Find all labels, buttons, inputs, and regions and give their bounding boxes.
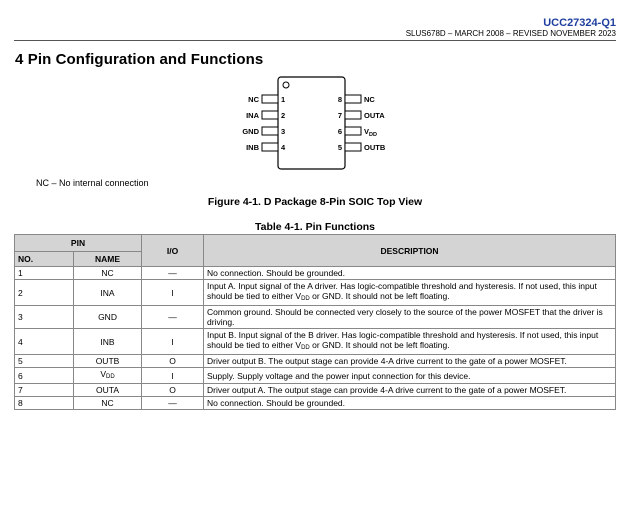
pin-number: 6 — [337, 127, 342, 136]
pin-stub — [262, 111, 278, 119]
io-cell: — — [142, 306, 204, 329]
subscript: DD — [106, 374, 115, 380]
document-revision: SLUS678D – MARCH 2008 – REVISED NOVEMBER 2023 — [405, 29, 616, 38]
pin-stub — [262, 143, 278, 151]
pin-number: 8 — [337, 95, 342, 104]
pin-functions-table — [14, 234, 616, 410]
pin-name-cell: NC — [74, 267, 142, 280]
description-cell: Input A. Input signal of the A driver. Has logic-compatible threshold and hysteresis. If not used, this input should be tied to either $V_{DD}$ or GND. It should not be left floating. — [204, 280, 616, 306]
pin-number: 4 — [281, 143, 286, 152]
pin-number-cell: 1 — [15, 267, 74, 280]
nc-note: NC – No internal connection — [36, 178, 149, 188]
pin-label: NC — [364, 95, 375, 104]
pin-label: NC — [248, 95, 259, 104]
pin-stub — [345, 95, 361, 103]
pin-name-cell: $V_{DD}$ — [74, 368, 142, 384]
pin-name-cell: GND — [74, 306, 142, 329]
pin-name-cell: NC — [74, 397, 142, 410]
figure-caption: Figure 4-1. D Package 8-Pin SOIC Top View — [207, 196, 423, 208]
pin-number-cell: 5 — [15, 355, 74, 368]
io-cell: — — [142, 267, 204, 280]
pin-label: $V_{DD}$ — [364, 127, 377, 138]
number-header: NO. — [15, 252, 74, 267]
pin-stub — [262, 127, 278, 135]
io-cell: — — [142, 397, 204, 410]
pin-stub — [345, 143, 361, 151]
pin-name-cell: INB — [74, 329, 142, 355]
pin-label: OUTA — [364, 111, 385, 120]
table-caption: Table 4-1. Pin Functions — [255, 221, 375, 233]
pin-label: INA — [246, 111, 259, 120]
subscript: DD — [301, 345, 310, 351]
pin-stub — [345, 111, 361, 119]
description-cell: Driver output A. The output stage can provide 4-A drive current to the gate of a power MOSFET. — [204, 384, 616, 397]
io-cell: O — [142, 355, 204, 368]
pin-number: 1 — [281, 95, 286, 104]
pin-number-cell: 7 — [15, 384, 74, 397]
io-cell: O — [142, 384, 204, 397]
description-cell: Common ground. Should be connected very closely to the source of the power MOSFET that the driver is driving. — [204, 306, 616, 329]
chip-body — [278, 77, 345, 169]
document-title: UCC27324-Q1 — [543, 17, 616, 29]
table-row — [15, 355, 616, 368]
pin-name-cell: INA — [74, 280, 142, 306]
pin-stub — [345, 127, 361, 135]
pin-number-cell: 3 — [15, 306, 74, 329]
pin-stub — [262, 95, 278, 103]
pin-number: 3 — [281, 127, 286, 136]
pin-number-cell: 8 — [15, 397, 74, 410]
pin-number-cell: 4 — [15, 329, 74, 355]
pin-name-cell: OUTB — [74, 355, 142, 368]
pin-number-cell: 6 — [15, 368, 74, 384]
pin-label: OUTB — [364, 143, 386, 152]
name-header: NAME — [74, 252, 142, 267]
pin-number: 2 — [281, 111, 286, 120]
description-cell: No connection. Should be grounded. — [204, 267, 616, 280]
io-cell: I — [142, 368, 204, 384]
description-cell: Driver output B. The output stage can provide 4-A drive current to the gate of a power MOSFET. — [204, 355, 616, 368]
table-row — [15, 329, 616, 355]
description-cell: Input B. Input signal of the B driver. Has logic-compatible threshold and hysteresis. If not used, this input should be tied to either $V_{DD}$ or GND. It should not be left floating. — [204, 329, 616, 355]
pin-label: GND — [242, 127, 259, 136]
table-row — [15, 267, 616, 280]
description-cell: Supply. Supply voltage and the power input connection for this device. — [204, 368, 616, 384]
pin-number-cell: 2 — [15, 280, 74, 306]
pin-label: INB — [246, 143, 259, 152]
table-row — [15, 306, 616, 329]
pin-number: 5 — [337, 143, 342, 152]
pin-number: 7 — [337, 111, 342, 120]
table-row — [15, 384, 616, 397]
pin-group-header: PIN — [15, 235, 142, 252]
pin-name-cell: OUTA — [74, 384, 142, 397]
subscript: DD — [301, 296, 310, 302]
table-row — [15, 280, 616, 306]
io-header: I/O — [142, 235, 204, 267]
table-row — [15, 397, 616, 410]
description-header: DESCRIPTION — [204, 235, 616, 267]
io-cell: I — [142, 329, 204, 355]
io-cell: I — [142, 280, 204, 306]
description-cell: No connection. Should be grounded. — [204, 397, 616, 410]
section-title: 4 Pin Configuration and Functions — [15, 51, 264, 68]
pinout-diagram — [0, 0, 638, 200]
table-row — [15, 368, 616, 384]
